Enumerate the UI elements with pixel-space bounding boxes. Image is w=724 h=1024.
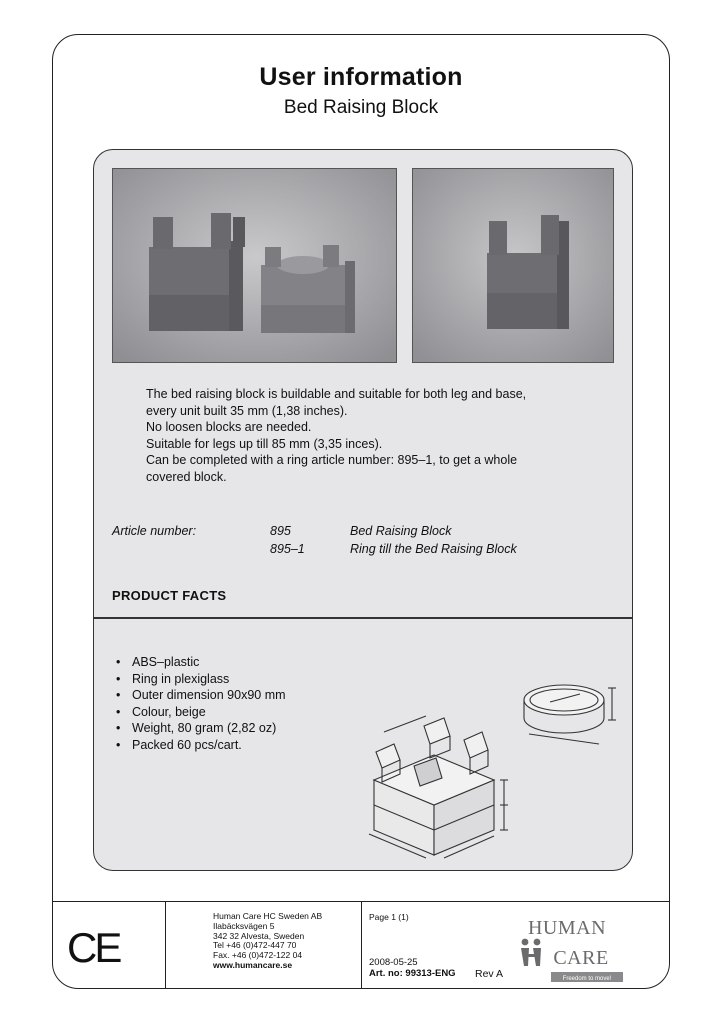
product-photo-two-blocks bbox=[112, 168, 397, 363]
description-line: Can be completed with a ring article number: 895–1, to get a whole bbox=[146, 453, 518, 467]
ce-mark: CE bbox=[67, 924, 120, 971]
technical-drawing bbox=[354, 670, 629, 860]
document-article-number: Art. no: 99313-ENG bbox=[369, 968, 456, 979]
product-facts-heading: PRODUCT FACTS bbox=[112, 588, 227, 603]
document-frame bbox=[52, 34, 670, 989]
page-number: Page 1 (1) bbox=[369, 912, 409, 922]
footer bbox=[53, 901, 670, 989]
article-name: Ring till the Bed Raising Block bbox=[350, 542, 517, 556]
logo-tagline: Freedom to move! bbox=[562, 976, 612, 982]
article-label: Article number: bbox=[112, 524, 197, 538]
fact-item: • ABS–plastic bbox=[116, 654, 286, 671]
company-name: Human Care HC Sweden AB bbox=[213, 911, 323, 921]
company-website: www.humancare.se bbox=[213, 959, 293, 970]
page-subtitle: Bed Raising Block bbox=[283, 97, 439, 118]
article-numbers bbox=[112, 524, 612, 560]
article-number: 895 bbox=[270, 524, 291, 538]
revision: Rev A bbox=[475, 968, 504, 980]
section-divider bbox=[94, 617, 633, 619]
logo-text: CARE bbox=[553, 947, 609, 969]
product-facts-list bbox=[116, 654, 286, 753]
article-row bbox=[112, 542, 612, 560]
page-title: User information bbox=[259, 63, 463, 91]
description-line: No loosen blocks are needed. bbox=[146, 420, 312, 434]
article-number: 895–1 bbox=[270, 542, 305, 556]
footer-divider bbox=[361, 902, 362, 989]
human-care-logo bbox=[511, 908, 626, 988]
product-panel bbox=[93, 149, 633, 871]
logo-text: HUMAN bbox=[527, 917, 607, 939]
company-address bbox=[213, 912, 322, 971]
article-name: Bed Raising Block bbox=[350, 524, 452, 538]
fact-item: • Packed 60 pcs/cart. bbox=[116, 737, 286, 754]
product-photo-single-block bbox=[412, 168, 614, 363]
company-tel: Tel +46 (0)472-447 70 bbox=[213, 940, 297, 951]
document-date: 2008-05-25 bbox=[369, 957, 418, 968]
description-line: Suitable for legs up till 85 mm (3,35 inces). bbox=[146, 436, 383, 451]
product-description bbox=[146, 386, 596, 485]
description-line: every unit built 35 mm (1,38 inches). bbox=[146, 403, 348, 418]
fact-item: • Colour, beige bbox=[116, 704, 286, 721]
fact-item: • Outer dimension 90x90 mm bbox=[116, 687, 286, 704]
footer-divider bbox=[165, 902, 166, 989]
company-fax: Fax. +46 (0)472-122 04 bbox=[213, 950, 303, 961]
fact-item: • Weight, 80 gram (2,82 oz) bbox=[116, 720, 286, 737]
fact-item: • Ring in plexiglass bbox=[116, 671, 286, 688]
description-line: The bed raising block is buildable and suitable for both leg and base, bbox=[146, 387, 527, 401]
description-line: covered block. bbox=[146, 469, 227, 484]
company-street: Ilabäcksvägen 5 bbox=[213, 920, 275, 931]
company-city: 342 32 Alvesta, Sweden bbox=[213, 930, 305, 941]
article-row bbox=[112, 524, 612, 542]
